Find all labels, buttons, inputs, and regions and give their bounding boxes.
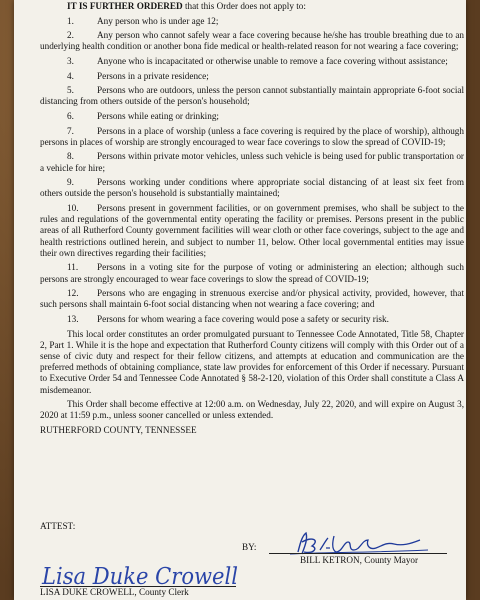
effective-date-paragraph: This Order shall become effective at 12:00 a.m. on Wednesday, July 22, 2020, and will expire on August 3, 2020 at 11:59 p.m., unless sooner cancelled or unless extended. [40, 399, 464, 421]
item-text: Persons working under conditions where appropriate social distancing of at least six feet from others outside the person's household is substantially maintained; [40, 177, 464, 199]
county-name: RUTHERFORD COUNTY, TENNESSEE [40, 424, 197, 435]
list-item [40, 203, 464, 259]
list-item [40, 151, 464, 173]
item-text: Persons present in government facilities, or on government premises, who shall be subject to the rules and regulations of the governmental entity operating the facility or premises. Persons present in the public areas of all Rutherford County government facilities will wear cloth or other face coverings, subject to the age and health restrictions outlined herein, and subject to number 11, below. Other local governmental entities may issue their own directives regarding their facilities; [40, 202, 464, 258]
attest-label: ATTEST: [40, 521, 76, 531]
list-item [40, 262, 464, 284]
order-body [40, 1, 464, 440]
list-item [40, 314, 464, 325]
item-number: 9. [67, 177, 74, 188]
item-text: Persons for whom wearing a face covering would pose a safety or security risk. [97, 313, 389, 324]
svg-text:Lisa Duke Crowell: Lisa Duke Crowell [41, 564, 239, 590]
item-text: Persons who are outdoors, unless the person cannot substantially maintain appropriate 6-foot social distancing from others outside of the person's household; [40, 85, 464, 107]
heading-bold: IT IS FURTHER ORDERED [67, 1, 183, 11]
list-item [40, 111, 464, 122]
item-number: 13. [67, 313, 79, 324]
item-number: 8. [67, 151, 74, 162]
item-text: Anyone who is incapacitated or otherwise unable to remove a face covering without assistance; [97, 55, 448, 66]
by-label: BY: [242, 542, 257, 552]
mayor-name: BILL KETRON, County Mayor [300, 555, 419, 565]
item-text: Persons in a voting site for the purpose of voting or administering an election; although such persons are strongly encouraged to wear face coverings to slow the spread of COVID-19; [40, 262, 464, 284]
item-text: Persons while eating or drinking; [97, 110, 219, 121]
list-item [40, 71, 464, 82]
item-number: 11. [67, 262, 79, 273]
item-number: 10. [67, 202, 79, 213]
list-item [40, 126, 464, 148]
list-item [40, 16, 464, 27]
item-number: 1. [67, 15, 74, 26]
list-item [40, 56, 464, 67]
item-number: 6. [67, 110, 74, 121]
order-heading [40, 1, 464, 12]
clerk-name: LISA DUKE CROWELL, County Clerk [40, 587, 189, 597]
item-text: Persons in a private residence; [97, 70, 209, 81]
item-number: 2. [67, 30, 74, 41]
item-text: Persons within private motor vehicles, unless such vehicle is being used for public transportation or a vehicle for hire; [40, 151, 464, 173]
item-text: Any person who cannot safely wear a face covering because he/she has trouble breathing due to an underlying health condition or another bona fide medical or health-related reason for not wearing a face covering; [40, 30, 464, 52]
heading-rest: that this Order does not apply to: [182, 1, 306, 11]
enforcement-paragraph: This local order constitutes an order promulgated pursuant to Tennessee Code Annotated, Title 58, Chapter 2, Part 1. While it is the hope and expectation that Rutherford County citizens will comply with this Order out of a sense of civic duty and respect for their fellow citizens, and attempts at education and communication are the preferred methods of obtaining compliance, state law provides for enforcement of this Order if necessary. Pursuant to Executive Order 54 and Tennessee Code Annotated § 58-2-120, violation of this Order shall constitute a Class A misdemeanor. [40, 328, 464, 395]
mayor-signature-line [269, 553, 447, 554]
document-page [14, 0, 466, 600]
item-number: 3. [67, 55, 74, 66]
list-item [40, 177, 464, 199]
item-text: Any person who is under age 12; [97, 15, 219, 26]
list-item [40, 30, 464, 52]
item-number: 4. [67, 70, 74, 81]
item-number: 12. [67, 288, 79, 299]
item-text: Persons who are engaging in strenuous exercise and/or physical activity, provided, however, that such persons shall maintain 6-foot social distancing when not wearing a face covering; and [40, 288, 464, 310]
item-text: Persons in a place of worship (unless a face covering is required by the place of worship), although persons in places of worship are strongly encouraged to wear face coverings to slow the spread of COVID-19; [40, 125, 464, 147]
item-number: 5. [67, 85, 74, 96]
item-number: 7. [67, 125, 74, 136]
list-item [40, 288, 464, 310]
list-item [40, 85, 464, 107]
